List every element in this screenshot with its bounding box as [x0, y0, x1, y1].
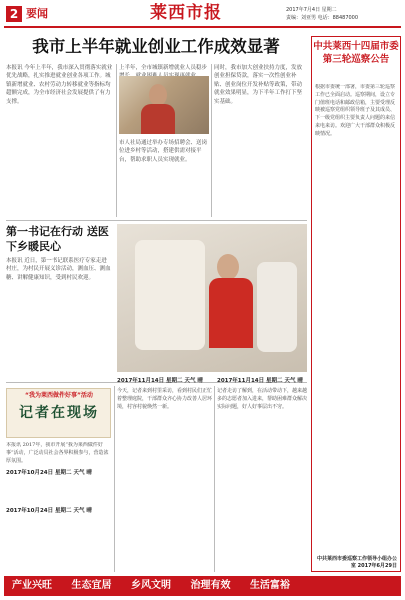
article-photo [119, 76, 209, 134]
sub-story-title: 第一书记在行动 送医下乡暖民心 [6, 225, 109, 253]
photo-body [209, 278, 253, 348]
diary-date: 2017年11月14日 星期二 天气 晴 [217, 378, 303, 384]
lower-column-3-body: 记者走访了解到，在活动带动下，越来越多的志愿者加入进来，帮助困难群众解决实际问题，好人好事层出不穷。 [217, 388, 307, 410]
diary-date: 2017年10月24日 星期二 天气 晴 [6, 470, 92, 477]
photo-person-head [149, 84, 167, 106]
banner-subtitle: “我为莱西做件好事”活动 [25, 392, 93, 399]
main-headline: 我市上半年就业创业工作成效显著 [32, 37, 280, 56]
column-divider [114, 386, 115, 572]
footer-slogan: 产业兴旺 [12, 580, 52, 591]
notice-signature: 中共莱西市委巡察工作领导小组办公室 2017年6月29日 [316, 556, 397, 569]
article-column-1: 本报讯 今年上半年，我市深入贯彻落实就业优先战略，扎实推进就业创业各项工作。城镇新增就业、农村劳动力转移就业等指标均超额完成，为全市经济社会发展提供了有力支撑。 [6, 65, 113, 105]
section-divider [6, 220, 307, 221]
sub-story-photo [117, 224, 307, 372]
photo-figure-left [135, 240, 205, 350]
lower-column-2 [117, 377, 212, 572]
notice-body: 根据市委统一部署，市委第三轮巡察工作已全面启动。巡察期间，设立专门值班电话和邮政信箱，主要受理反映被巡察党组织领导班子及其成员、下一级党组织主要负责人问题的来信来电来访。欢迎广大干部群众积极反映情况。 [315, 84, 396, 137]
column-divider [211, 64, 212, 217]
notice-title: 中共莱西十四届市委第三轮巡察公告 [313, 41, 399, 65]
section-title: 要闻 [26, 7, 48, 20]
banner-title: 记者在现场 [19, 405, 99, 421]
photo-figure-right [257, 262, 297, 352]
sub-story-body: 本报讯 近日，第一书记联系医疗专家走进村庄，为村民开展义诊活动，测血压、测血糖、讲解健康知识，受到村民欢迎。 [6, 258, 111, 281]
diary-date: 2017年11月14日 星期二 天气 晴 [117, 378, 203, 384]
masthead-logo: 莱西市报 [150, 3, 222, 23]
footer-slogan: 生态宜居 [71, 580, 112, 591]
article-column-2-bottom: 市人社局通过举办专场招聘会、送岗位进乡村等活动，搭建供需对接平台，帮助求职人员实现就业。 [119, 140, 208, 163]
lower-column-3 [217, 377, 307, 572]
photo-head [217, 254, 239, 280]
column-divider [214, 386, 215, 572]
footer-slogan: 生活富裕 [249, 580, 290, 591]
photo-person-body [141, 104, 175, 134]
footer-slogan-bar [4, 576, 401, 596]
column-divider [116, 64, 117, 217]
footer-slogan: 治理有效 [190, 580, 231, 591]
article-column-2-top: 上半年，全市城镇新增就业人员稳步 [119, 65, 208, 71]
header-rule [4, 26, 401, 28]
article-column-3: 同时，我市加大创业扶持力度，发放创业担保贷款，落实一次性创业补贴、创业岗位开发补贴等政策，带动就业效果明显，为下半年工作打下坚实基础。 [214, 65, 303, 105]
diary-date: 2017年10月24日 星期二 天气 晴 [6, 508, 92, 515]
page-number: 2 [6, 6, 22, 22]
lower-column-1 [6, 442, 111, 572]
footer-slogan: 乡风文明 [130, 580, 171, 591]
lower-column-2-body: 今天，记者来到村里采访，看到村民们正忙着整理庭院，干部群众齐心协力改善人居环境，村容村貌焕然一新。 [117, 388, 212, 410]
issue-date: 2017年7月4日 星期二 [286, 7, 337, 13]
editor-line: 责编：刘亚男 电话：88487000 [286, 15, 359, 21]
lower-column-1-body: 本报讯 2017年，我市开展“我为莱西做件好事”活动，广泛动员社会各界积极参与，营造浓厚氛围。 [6, 442, 109, 464]
